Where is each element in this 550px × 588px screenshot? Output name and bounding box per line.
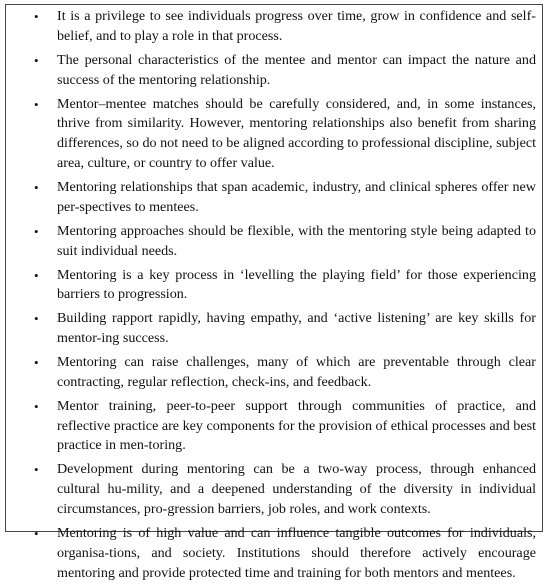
point-text: Mentoring can raise challenges, many of which are preventable through clear contracting, regular reflection, check-ins, and feedback. [57,354,536,390]
bullet-icon: • [34,526,39,541]
point-text: Mentoring approaches should be flexible, with the mentoring style being adapted to suit individual needs. [57,222,536,259]
key-points-box [5,4,543,581]
bullet-icon: • [34,223,39,239]
point-text: Mentoring is of high value and can influence tangible outcomes for individuals, organisa-tions, and society. Institutions should therefore actively encourage mentoring and provide protected time and training for both mentors and mentees. [57,525,536,581]
point-text: Mentor training, peer-to-peer support through communities of practice, and reflective practice are key components for the provision of ethical processes and best practice in men-toring. [57,397,536,454]
bullet-icon: • [34,9,39,24]
list-item [6,353,542,393]
list-item [6,460,542,519]
list-item [6,309,542,349]
bullet-icon: • [34,462,39,478]
bullet-icon: • [34,52,39,68]
bullet-icon: • [34,96,39,112]
list-item [6,51,542,91]
bullet-icon: • [34,398,39,414]
list-item [6,397,542,456]
key-points-list [6,7,542,588]
bullet-icon: • [34,355,39,371]
point-text: The personal characteristics of the mentee and mentor can impact the nature and success of the mentoring relationship. [57,51,536,88]
bullet-icon: • [34,311,39,327]
list-item [6,524,542,583]
list-item [6,222,542,262]
point-text: Mentoring is a key process in ‘levelling the playing field’ for those experiencing barriers to progression. [57,266,536,303]
point-text: Building rapport rapidly, having empathy, and ‘active listening’ are key skills for mentor-ing success. [57,310,536,347]
bullet-icon: • [34,179,39,195]
point-text: It is a privilege to see individuals progress over time, grow in confidence and self-belief, and to play a role in that process. [57,8,536,44]
point-text: Mentor–mentee matches should be carefully considered, and, in some instances, thrive from similarity. However, mentoring relationships also benefit from sharing differences, so do not need to be aligned according to professional discipline, subject area, culture, or country to offer value. [57,95,536,171]
list-item [6,178,542,218]
point-text: Development during mentoring can be a two-way process, through enhanced cultural hu-mility, and a deepened understanding of the diversity in individual circumstances, pro-gression barriers, job roles, and work contexts. [57,461,536,518]
list-item [6,7,542,47]
bullet-icon: • [34,267,39,283]
list-item [6,95,542,174]
list-item [6,266,542,306]
point-text: Mentoring relationships that span academic, industry, and clinical spheres offer new per-spectives to mentees. [57,178,536,215]
